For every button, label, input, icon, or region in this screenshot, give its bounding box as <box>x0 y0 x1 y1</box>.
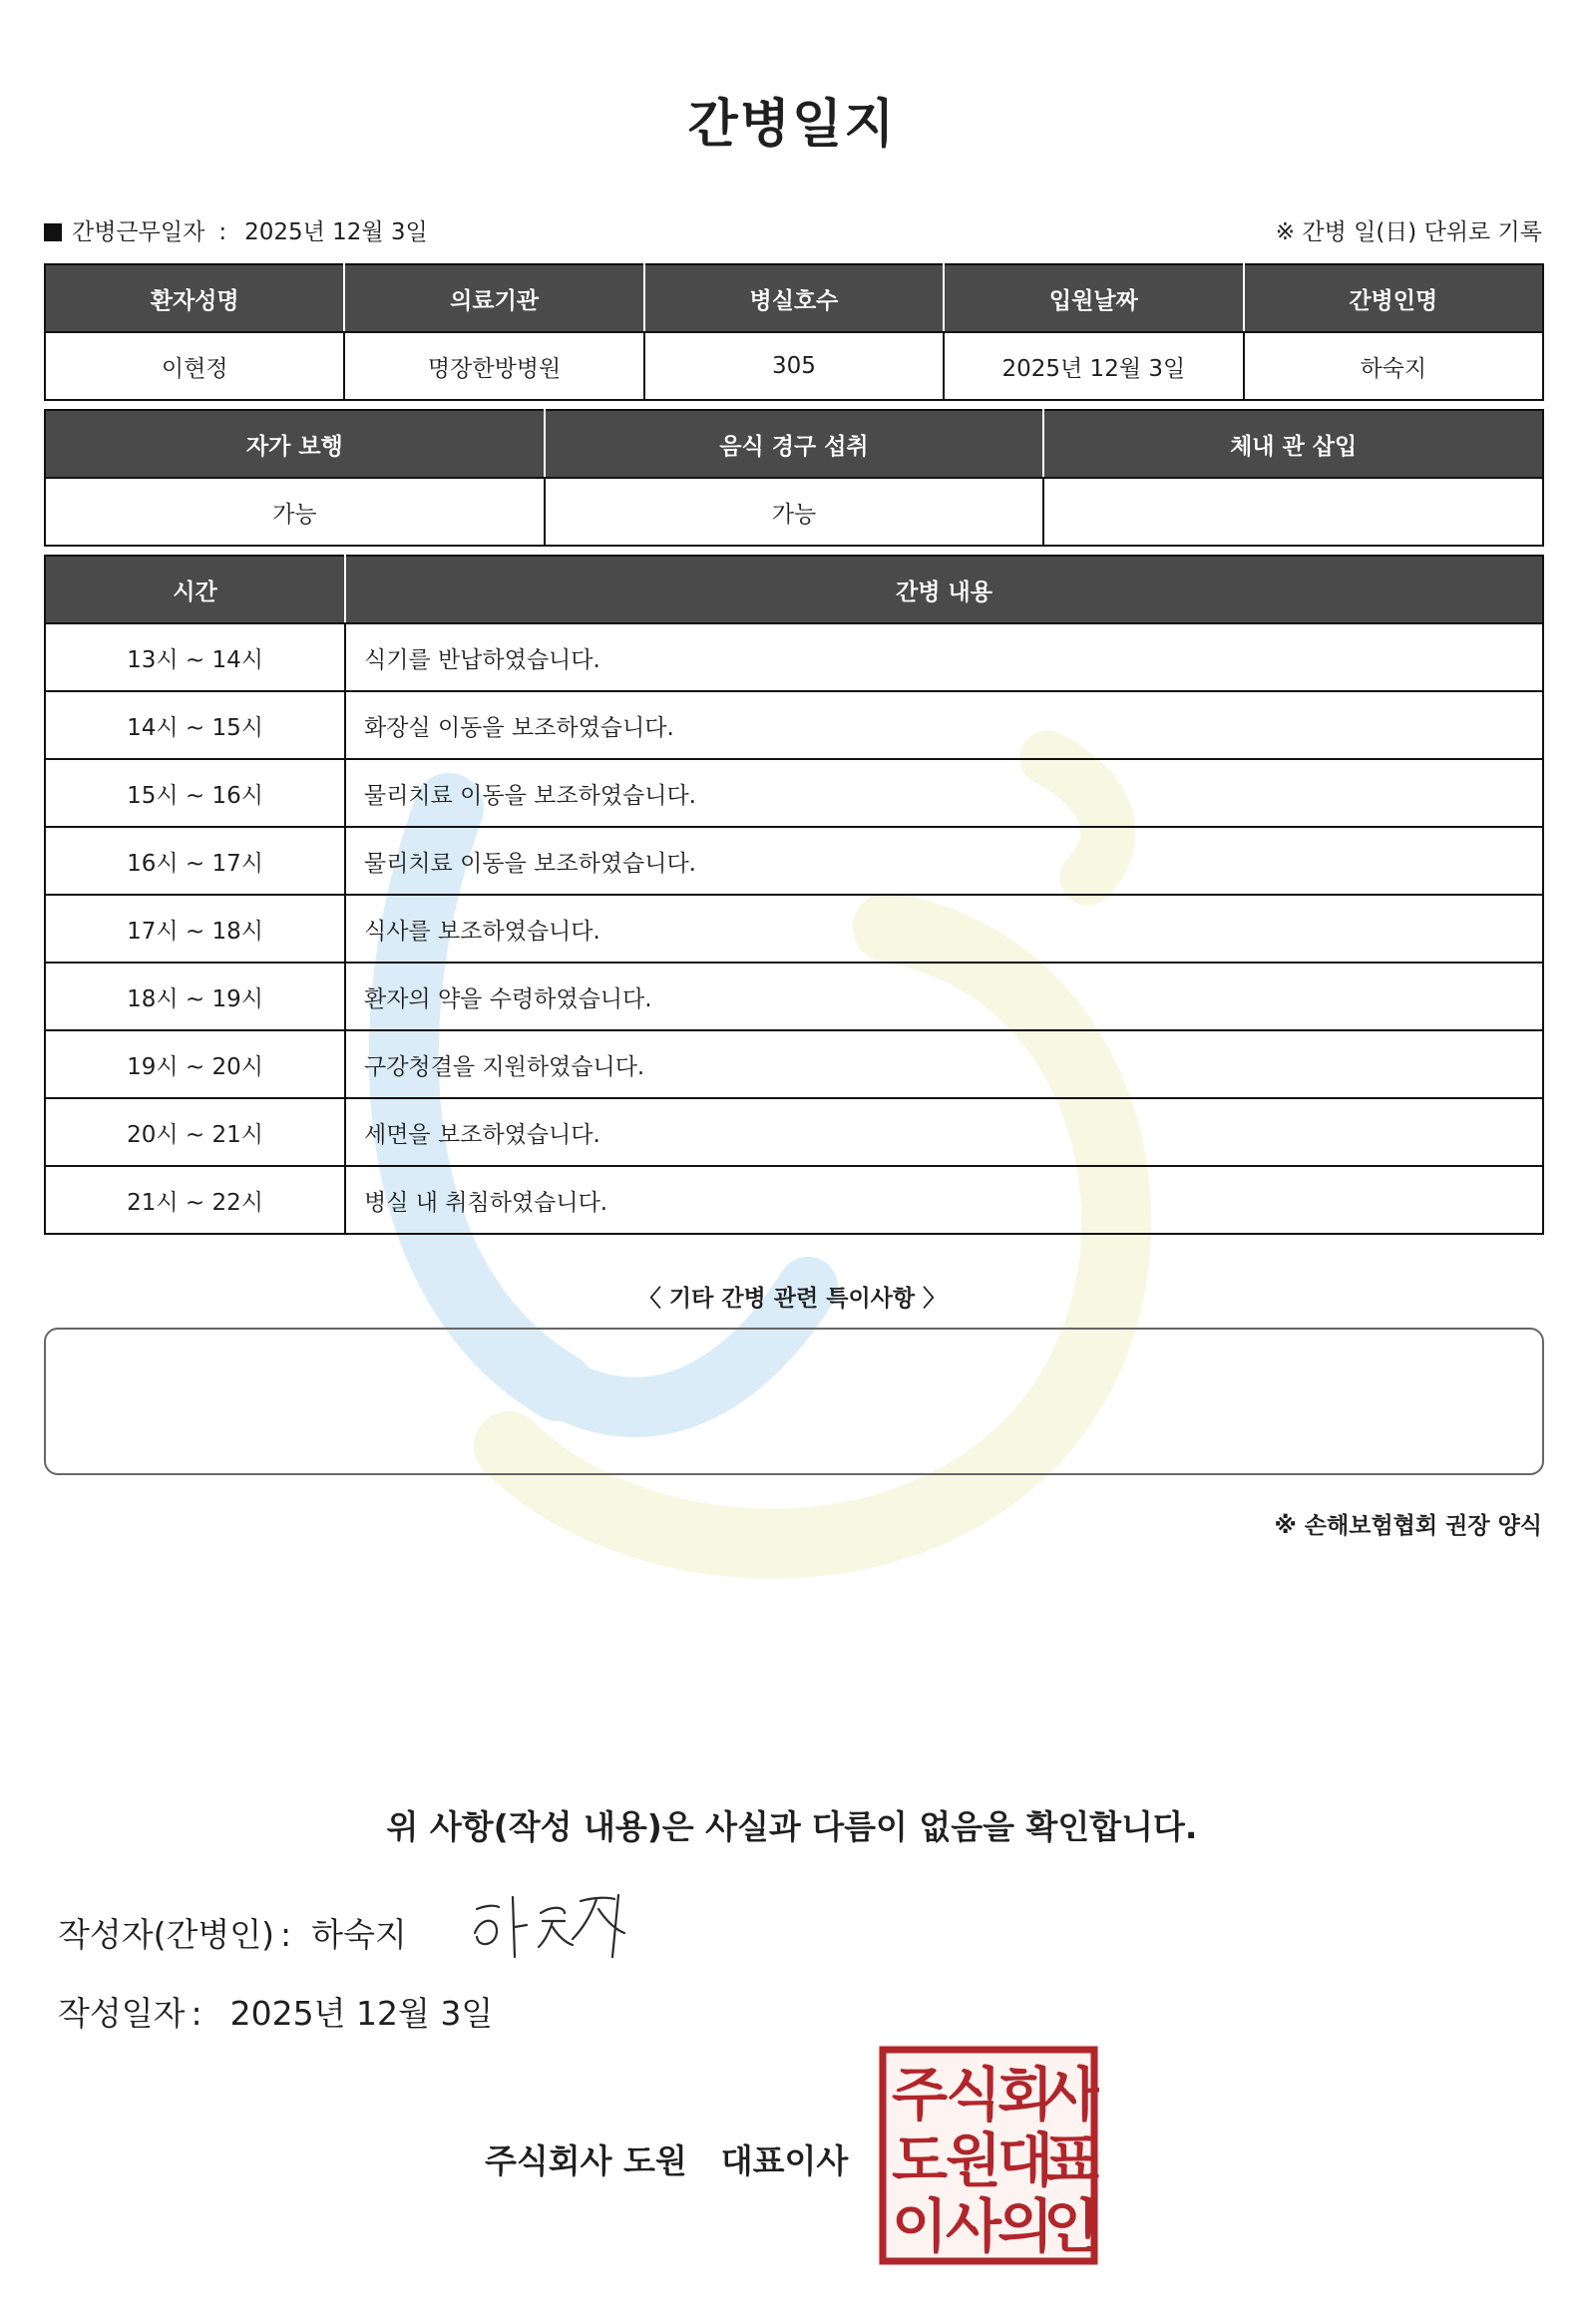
table-row <box>45 963 1543 1030</box>
log-content: 구강청결을 지원하였습니다. <box>345 1030 1543 1098</box>
patient-status-table <box>44 409 1544 547</box>
log-time: 17시 ~ 18시 <box>45 895 345 963</box>
memo-title: 〈 기타 간병 관련 특이사항 〉 <box>637 1286 947 1312</box>
table-header-row <box>45 264 1543 332</box>
svg-text:대: 대 <box>996 2127 1054 2194</box>
date-separator: : <box>191 1994 202 2033</box>
svg-text:인: 인 <box>1042 2192 1099 2260</box>
header-admission-date: 입원날짜 <box>944 264 1243 332</box>
svg-text:사: 사 <box>1042 2061 1099 2129</box>
log-time: 15시 ~ 16시 <box>45 759 345 827</box>
handwritten-signature <box>469 1887 638 1967</box>
header-room-number: 병실호수 <box>644 264 944 332</box>
table-row <box>45 478 1543 546</box>
svg-text:표: 표 <box>1042 2127 1099 2194</box>
header-caregiver-name: 간병인명 <box>1244 264 1543 332</box>
table-header-row <box>45 556 1543 623</box>
table-row <box>45 1166 1543 1234</box>
log-content: 화장실 이동을 보조하였습니다. <box>345 691 1543 759</box>
caregiver-name: 하숙지 <box>1244 332 1543 400</box>
patient-info-table <box>44 263 1544 401</box>
log-content: 병실 내 취침하였습니다. <box>345 1166 1543 1234</box>
log-time: 13시 ~ 14시 <box>45 623 345 691</box>
hospital-name: 명장한방병원 <box>344 332 643 400</box>
table-row <box>45 623 1543 691</box>
svg-text:식: 식 <box>945 2061 1002 2129</box>
self-walking-value: 가능 <box>45 478 545 546</box>
company-seal-stamp <box>878 2045 1099 2266</box>
care-log-table <box>44 555 1544 1235</box>
date-value: 2025년 12월 3일 <box>229 1994 494 2033</box>
table-row <box>45 895 1543 963</box>
work-date-label: 간병근무일자 <box>72 219 205 245</box>
svg-text:회: 회 <box>996 2061 1054 2129</box>
written-date-line <box>58 1988 493 2035</box>
unit-note: ※ 간병 일(日) 단위로 기록 <box>1275 219 1542 245</box>
log-content: 식기를 반납하였습니다. <box>345 623 1543 691</box>
table-row <box>45 759 1543 827</box>
company-title: 대표이사 <box>720 2141 849 2180</box>
form-note: ※ 손해보험협회 권장 양식 <box>1274 1513 1542 1539</box>
writer-separator: : <box>280 1915 292 1954</box>
company-signature-line <box>485 2135 848 2182</box>
header-time: 시간 <box>45 556 345 623</box>
header-patient-name: 환자성명 <box>45 264 344 332</box>
writer-name: 하숙지 <box>311 1915 407 1954</box>
table-row <box>45 332 1543 400</box>
work-date-line <box>44 213 428 246</box>
writer-label: 작성자(간병인) <box>58 1915 275 1954</box>
writer-line <box>58 1909 407 1956</box>
svg-text:사: 사 <box>945 2192 1002 2260</box>
table-row <box>45 1030 1543 1098</box>
svg-text:이: 이 <box>891 2192 949 2260</box>
log-content: 물리치료 이동을 보조하였습니다. <box>345 827 1543 895</box>
header-oral-intake: 음식 경구 섭취 <box>545 410 1044 478</box>
table-row <box>45 691 1543 759</box>
admission-date: 2025년 12월 3일 <box>944 332 1243 400</box>
tube-insertion-value <box>1043 478 1543 546</box>
log-time: 19시 ~ 20시 <box>45 1030 345 1098</box>
header-self-walking: 자가 보행 <box>45 410 545 478</box>
log-time: 21시 ~ 22시 <box>45 1166 345 1234</box>
svg-text:의: 의 <box>996 2192 1054 2260</box>
patient-name: 이현정 <box>45 332 344 400</box>
table-row <box>45 1098 1543 1166</box>
company-name: 주식회사 도원 <box>485 2141 687 2180</box>
svg-text:원: 원 <box>945 2127 1002 2194</box>
work-date-value: 2025년 12월 3일 <box>244 219 428 245</box>
table-row <box>45 827 1543 895</box>
oral-intake-value: 가능 <box>545 478 1044 546</box>
svg-text:주: 주 <box>891 2061 949 2129</box>
log-content: 물리치료 이동을 보조하였습니다. <box>345 759 1543 827</box>
log-time: 18시 ~ 19시 <box>45 963 345 1030</box>
log-content: 식사를 보조하였습니다. <box>345 895 1543 963</box>
log-time: 16시 ~ 17시 <box>45 827 345 895</box>
log-content: 환자의 약을 수령하였습니다. <box>345 963 1543 1030</box>
log-time: 14시 ~ 15시 <box>45 691 345 759</box>
log-content: 세면을 보조하였습니다. <box>345 1098 1543 1166</box>
page-title: 간병일지 <box>687 95 897 155</box>
work-date-separator: : <box>218 219 227 245</box>
square-bullet-icon <box>44 223 62 241</box>
header-hospital: 의료기관 <box>344 264 643 332</box>
room-number: 305 <box>644 332 944 400</box>
confirmation-statement: 위 사항(작성 내용)은 사실과 다름이 없음을 확인합니다. <box>386 1807 1198 1846</box>
table-header-row <box>45 410 1543 478</box>
header-tube-insertion: 체내 관 삽입 <box>1043 410 1543 478</box>
memo-box <box>44 1328 1544 1475</box>
date-label: 작성일자 <box>58 1994 186 2033</box>
log-time: 20시 ~ 21시 <box>45 1098 345 1166</box>
svg-text:도: 도 <box>891 2127 949 2194</box>
header-care-content: 간병 내용 <box>345 556 1543 623</box>
